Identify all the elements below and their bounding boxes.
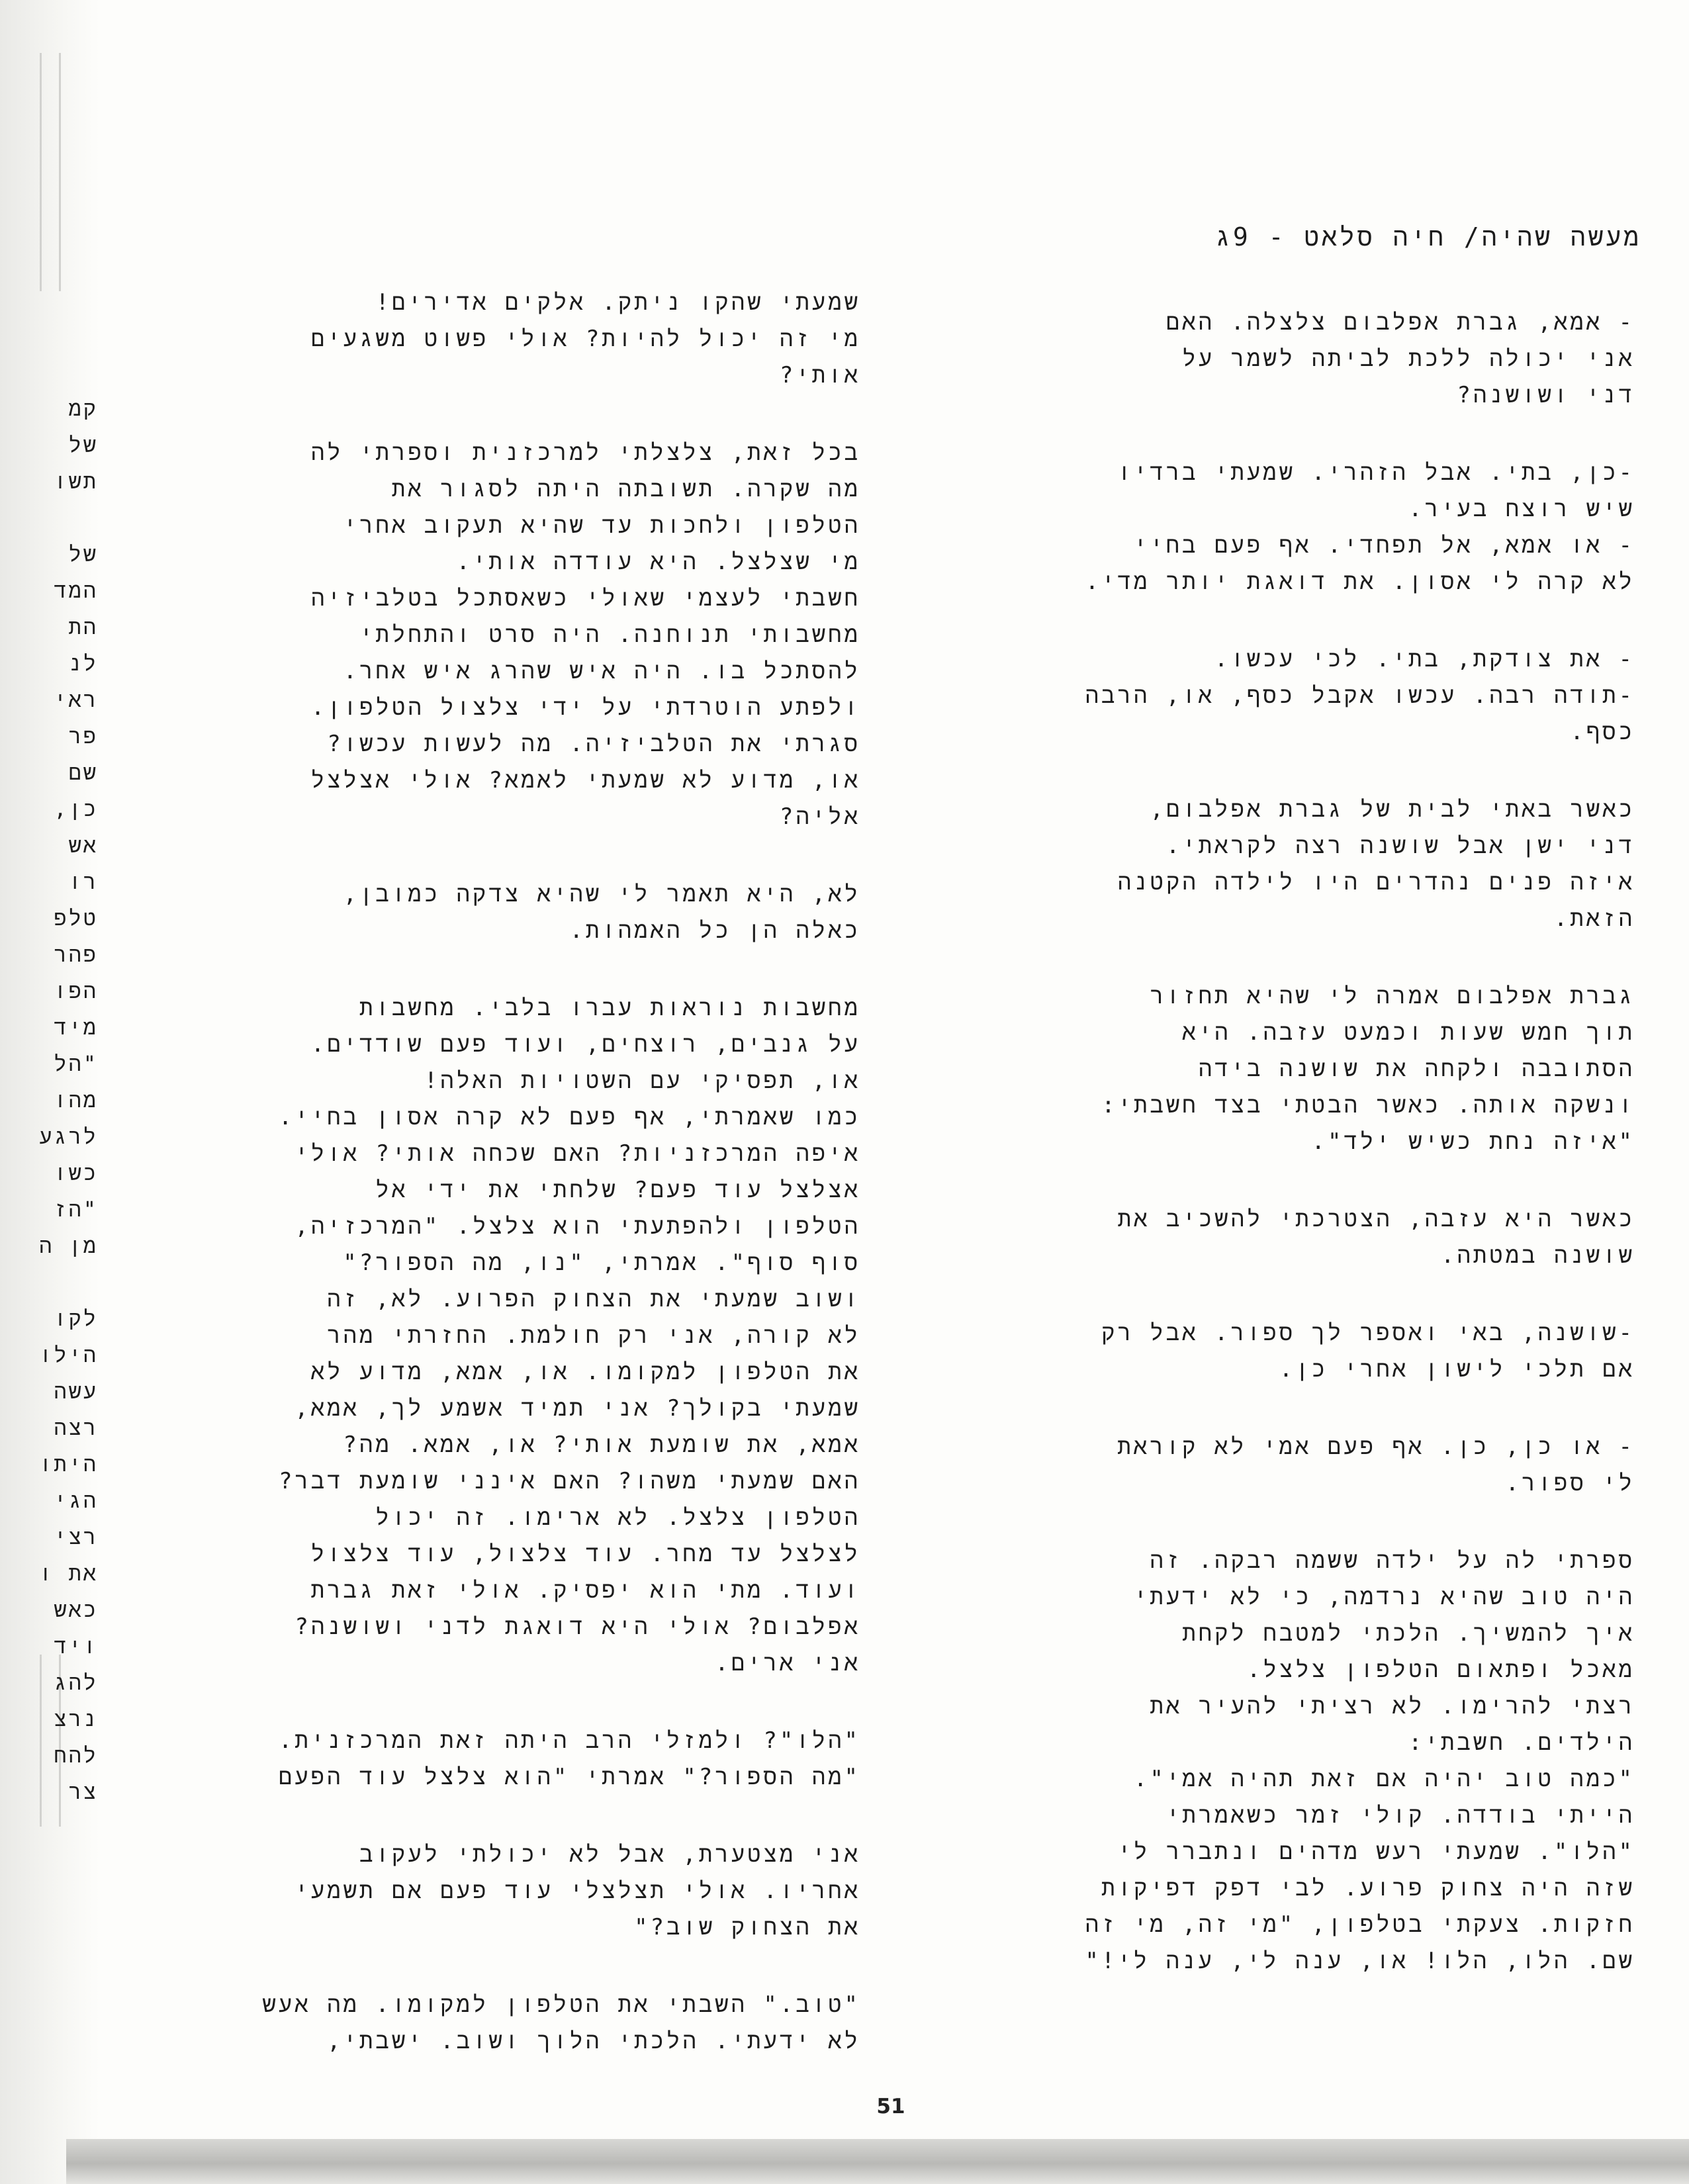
page-bottom-edge: [66, 2139, 1689, 2184]
text-line: האם שמעתי משהו? האם אינני שומעת דבר?: [278, 1468, 860, 1494]
margin-fragment: ראי: [54, 687, 98, 712]
text-line: שיש רוצח בעיר.: [1408, 496, 1635, 522]
text-line: דני ושושנה?: [1457, 382, 1635, 408]
margin-fragment: נרצ: [54, 1706, 98, 1731]
text-line: איזה פנים נהדרים היו לילדה הקטנה: [1117, 869, 1635, 895]
text-line: - או אמא, אל תפחדי. אף פעם בחיי: [1133, 532, 1635, 559]
paragraph: [973, 304, 1635, 414]
margin-fragment: המד: [54, 578, 98, 603]
text-line: הטלפון צלצל. לא ארימו. זה יכול: [375, 1504, 860, 1531]
text-line: לא, היא תאמר לי שהיא צדקה כמובן,: [343, 881, 860, 907]
text-line: הטלפון ולהפתעתי הוא צלצל. "המרכזיה,: [295, 1213, 860, 1240]
text-line: "מה הספור?" אמרתי "הוא צלצל עוד הפעם: [278, 1764, 860, 1790]
text-line: "איזה נחת כשיש ילד".: [1311, 1128, 1635, 1155]
margin-gap: [38, 500, 98, 536]
margin-fragment: אש: [68, 833, 98, 858]
paragraph: [973, 1315, 1635, 1388]
text-line: ולפתע הוטרדתי על ידי צלצול הטלפון.: [310, 694, 860, 721]
text-line: חזקות. צעקתי בטלפון, "מי זה, מי זה: [1085, 1911, 1635, 1938]
text-line: את הטלפון למקומו. או, אמא, מדוע לא: [310, 1359, 860, 1385]
paragraph: [973, 455, 1635, 600]
margin-fragment: הפו: [54, 978, 98, 1003]
text-line: כאשר באתי לבית של גברת אפלבום,: [1150, 796, 1635, 823]
paragraph: [179, 990, 860, 1682]
margin-fragment: כן,: [54, 796, 98, 821]
paragraph: [179, 1837, 860, 1946]
text-line: מחשבותי תנוחנה. היה סרט והתחלתי: [359, 621, 860, 648]
margin-fragment: להג: [54, 1670, 98, 1695]
paragraph: [973, 1201, 1635, 1274]
paragraph: [179, 1987, 860, 2060]
margin-fragment: שם: [68, 760, 98, 785]
margin-fragment: "הל: [54, 1051, 98, 1076]
paragraph: [973, 641, 1635, 751]
text-line: אפלבום? אולי היא דואגת לדני ושושנה?: [295, 1614, 860, 1640]
text-line: "הלו"? ולמזלי הרב היתה זאת המרכזנית.: [278, 1727, 860, 1754]
text-line: מחשבות נוראות עברו בלבי. מחשבות: [359, 995, 860, 1021]
text-line: אצלצל עוד פעם? שלחתי את ידי אל: [375, 1177, 860, 1203]
text-line: או, מדוע לא שמעתי לאמא? אולי אצלצל: [310, 767, 860, 794]
left-text-column: [179, 285, 860, 2101]
text-line: ספרתי לה על ילדה ששמה רבקה. זה: [1150, 1547, 1635, 1574]
margin-fragment: היתו: [39, 1451, 98, 1477]
text-line: שזה היה צחוק פרוע. לבי דפק דפיקות: [1101, 1875, 1635, 1901]
paragraph: [179, 1723, 860, 1796]
margin-fragment: עשה: [54, 1379, 98, 1404]
text-line: אני יכולה ללכת לביתה לשמר על: [1182, 345, 1635, 372]
margin-gap: [38, 1264, 98, 1300]
text-line: שמעתי שהקו ניתק. אלקים אדירים!: [375, 289, 860, 316]
margin-fragment: לנ: [68, 651, 98, 676]
text-line: הטלפון ולחכות עד שהיא תעקוב אחרי: [343, 512, 860, 539]
text-line: ועוד. מתי הוא יפסיק. אולי זאת גברת: [310, 1577, 860, 1604]
margin-fragment: ויד: [54, 1633, 98, 1659]
margin-fragment: לרגע: [39, 1124, 98, 1149]
text-line: היה טוב שהיא נרדמה, כי לא ידעתי: [1134, 1584, 1635, 1610]
text-line: בכל זאת, צלצלתי למרכזנית וספרתי לה: [310, 439, 860, 466]
paragraph: [973, 792, 1635, 937]
text-line: כאלה הן כל האמהות.: [569, 917, 860, 944]
text-line: מי שצלצל. היא עודדה אותי.: [456, 549, 860, 575]
text-line: את הצחוק שוב?": [634, 1914, 860, 1940]
text-line: על גנבים, רוצחים, ועוד פעם שודדים.: [310, 1031, 860, 1058]
margin-fragment: של: [68, 432, 98, 457]
text-line: "הלו". שמעתי רעש מדהים ונתברר לי: [1117, 1839, 1635, 1865]
text-line: מאכל ופתאום הטלפון צלצל.: [1247, 1657, 1635, 1683]
margin-fragment: רו: [68, 869, 98, 894]
margin-fragment: רצי: [54, 1524, 98, 1549]
text-line: גברת אפלבום אמרה לי שהיא תחזור: [1150, 983, 1635, 1009]
margin-fragment: מהו: [54, 1087, 98, 1113]
text-line: חשבתי לעצמי שאולי כשאסתכל בטלביזיה: [311, 585, 860, 612]
margin-fragment: הת: [68, 614, 98, 639]
text-line: סוף סוף". אמרתי, "נו, מה הספור?": [343, 1250, 860, 1276]
text-line: - את צודקת, בתי. לכי עכשו.: [1214, 646, 1635, 672]
margin-fragment: של: [68, 541, 98, 567]
text-line: או, תפסיקי עם השטויות האלה!: [424, 1068, 860, 1094]
text-line: איפה המרכזניות? האם שכחה אותי? אולי: [295, 1140, 860, 1167]
text-line: אמא, את שומעת אותי? או, אמא. מה?: [343, 1432, 860, 1458]
text-line: לא ידעתי. הלכתי הלוך ושוב. ישבתי,: [327, 2028, 860, 2054]
margin-fragment: לקו: [54, 1306, 98, 1331]
text-line: מה שקרה. תשובתה היתה לסגור את: [391, 476, 860, 502]
text-line: לא קרה לי אסון. את דואגת יותר מדי.: [1085, 569, 1635, 595]
text-line: שמעתי בקולך? אני תמיד אשמע לך, אמא,: [295, 1395, 860, 1422]
text-line: אותי?: [779, 362, 860, 388]
text-line: לא קורה, אני רק חולמת. החזרתי מהר: [327, 1322, 860, 1349]
text-line: אליה?: [779, 803, 860, 830]
text-line: רצתי להרימו. לא רציתי להעיר את: [1150, 1693, 1635, 1719]
text-line: - או כן, כן. אף פעם אמי לא קוראת: [1117, 1433, 1635, 1460]
text-line: מי זה יכול להיות? אולי פשוט משגעים: [310, 326, 860, 352]
text-line: לי ספור.: [1505, 1470, 1635, 1496]
text-line: איך להמשיך. הלכתי למטבח לקחת: [1182, 1620, 1635, 1647]
text-line: דני ישן אבל שושנה רצה לקראתי.: [1165, 833, 1635, 859]
text-line: אני ארים.: [715, 1650, 860, 1676]
text-line: -כן, בתי. אבל הזהרי. שמעתי ברדיו: [1117, 459, 1635, 486]
margin-fragment: הגי: [54, 1488, 98, 1513]
margin-fragment: כאש: [54, 1597, 98, 1622]
text-line: אם תלכי לישון אחרי כן.: [1279, 1356, 1635, 1383]
text-line: שם. הלו, הלו! או, ענה לי, ענה לי!": [1085, 1948, 1635, 1974]
text-line: הסתובבה ולקחה את שושנה בידה: [1198, 1056, 1635, 1082]
margin-fragment: תשו: [54, 469, 98, 494]
margin-fragments-column: [38, 390, 98, 1810]
margin-fragment: קמ: [68, 396, 98, 421]
margin-fragment: את ו: [39, 1561, 98, 1586]
margin-fragment: להח: [54, 1743, 98, 1768]
text-line: סגרתי את הטלביזיה. מה לעשות עכשו?: [327, 731, 860, 757]
margin-fragment: צר: [68, 1779, 98, 1804]
binding-hole-mark: [40, 53, 61, 179]
margin-fragment: רצה: [54, 1415, 98, 1440]
margin-fragment: "הז: [54, 1197, 98, 1222]
margin-fragment: מיד: [54, 1015, 98, 1040]
text-line: הילדים. חשבתי:: [1408, 1729, 1635, 1756]
text-line: אני מצטערת, אבל לא יכולתי לעקוב: [359, 1841, 860, 1868]
margin-fragment: פר: [68, 723, 98, 749]
text-line: -שושנה, באי ואספר לך ספור. אבל רק: [1101, 1320, 1635, 1346]
text-line: להסתכל בו. היה איש שהרג איש אחר.: [343, 658, 860, 684]
text-line: כסף.: [1570, 719, 1635, 745]
paragraph: [973, 1543, 1635, 1979]
text-line: ושוב שמעתי את הצחוק הפרוע. לא, זה: [327, 1286, 860, 1312]
text-line: -תודה רבה. עכשו אקבל כסף, או, הרבה: [1085, 682, 1635, 709]
text-line: לצלצל עד מחר. עוד צלצול, עוד צלצול: [310, 1541, 860, 1567]
margin-fragment: מן ה: [39, 1233, 98, 1258]
paragraph: [973, 1429, 1635, 1502]
paragraph: [179, 435, 860, 835]
text-line: אחריו. אולי תצלצלי עוד פעם אם תשמעי: [295, 1878, 860, 1904]
text-line: "כמה טוב יהיה אם זאת תהיה אמי".: [1133, 1766, 1635, 1792]
margin-fragment: פהר: [54, 942, 98, 967]
paragraph: [179, 876, 860, 949]
margin-fragment: טלפ: [54, 905, 98, 931]
text-line: שושנה במטתה.: [1441, 1242, 1635, 1269]
paragraph: [973, 978, 1635, 1160]
text-line: ונשקה אותה. כאשר הבטתי בצד חשבתי:: [1101, 1092, 1635, 1118]
right-text-column: [973, 304, 1635, 2021]
text-line: כאשר היא עזבה, הצטרכתי להשכיב את: [1117, 1206, 1635, 1232]
text-line: - אמא, גברת אפלבום צלצלה. האם: [1165, 309, 1635, 336]
margin-fragment: הילו: [39, 1342, 98, 1367]
text-line: הייתי בודדה. קולי זמר כשאמרתי: [1165, 1802, 1635, 1829]
text-line: הזאת.: [1553, 905, 1635, 932]
page-number: 51: [876, 2095, 905, 2118]
text-line: "טוב." השבתי את הטלפון למקומו. מה אעש: [262, 1991, 860, 2018]
binding-hole-mark: [40, 165, 61, 291]
story-header: מעשה שהיה/ חיה סלאט - 9ג: [1215, 222, 1641, 251]
text-line: כמו שאמרתי, אף פעם לא קרה אסון בחיי.: [278, 1104, 860, 1130]
text-line: תוך חמש שעות וכמעט עזבה. היא: [1182, 1019, 1635, 1046]
margin-fragment: כשו: [54, 1160, 98, 1185]
paragraph: [179, 285, 860, 394]
